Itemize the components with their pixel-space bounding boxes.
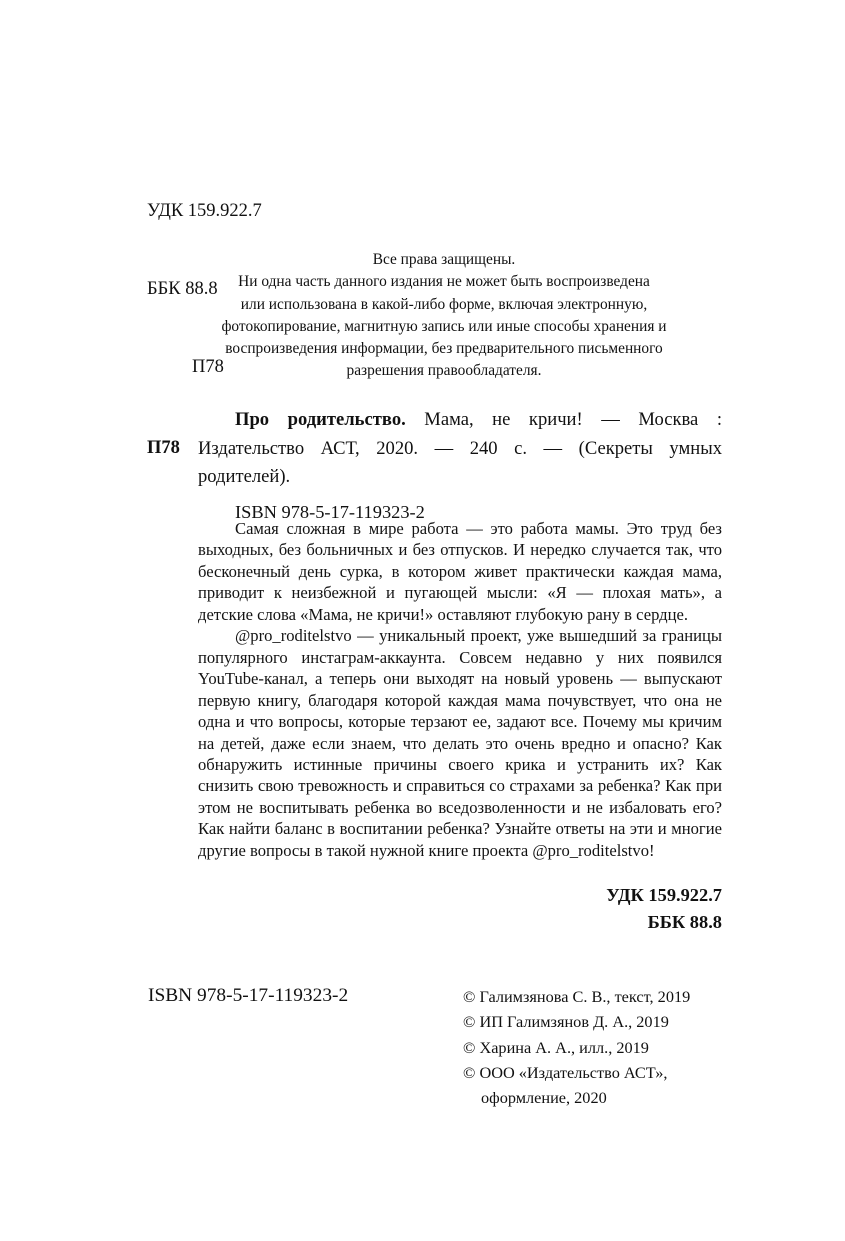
rights-notice-line: или использована в какой-либо форме, включая электронную, bbox=[240, 295, 648, 313]
udk-code-repeat: УДК 159.922.7 bbox=[606, 885, 722, 905]
bbk-code-repeat: ББК 88.8 bbox=[647, 911, 722, 932]
annotation-paragraph: @pro_roditelstvo — уникальный проект, уже вышедший за границы популярного инстаграм-аккаунта. Совсем недавно у них появился YouTube-канал, а теперь они выходят на новый уровень — выпускают первую книгу, благодаря которой каждая мама почувствует, что она не одна и что вопросы, которые терзают ее, задают все. Почему мы кричим на детей, даже если знаем, что делать это очень вредно и опасно? Как обнаружить истинные причины своего крика и устранить их? Как снизить свою тревожность и справиться со страхами за ребенка? Как при этом не воспитывать ребенка во вседозволенности и не избаловать его? Как найти баланс в воспитании ребенка? Узнайте ответы на эти и многие другие вопросы в такой нужной книге проекта @pro_roditelstvo! bbox=[198, 626, 722, 860]
copyright-line: © Галимзянова С. В., текст, 2019 bbox=[463, 987, 691, 1006]
copyright-line: © ИП Галимзянов Д. А., 2019 bbox=[463, 1012, 669, 1032]
author-mark: П78 bbox=[192, 357, 224, 377]
rights-notice-line: воспроизведения информации, без предварительного письменного bbox=[225, 340, 663, 358]
rights-notice-line: разрешения правообладателя. bbox=[346, 362, 542, 380]
bbk-code: ББК 88.8 bbox=[147, 279, 218, 299]
copyright-line: © ООО «Издательство АСТ», bbox=[463, 1062, 668, 1082]
copyright-line: оформление, 2020 bbox=[481, 1088, 607, 1108]
rights-notice bbox=[148, 249, 740, 383]
biblio-description bbox=[198, 406, 722, 492]
footer-isbn: ISBN 978-5-17-119323-2 bbox=[148, 985, 349, 1006]
rights-notice-line: Ни одна часть данного издания не может быть воспроизведена bbox=[238, 273, 650, 291]
biblio-isbn: ISBN 978-5-17-119323-2 bbox=[235, 502, 425, 523]
copyright-line: © Харина А. А., илл., 2019 bbox=[463, 1037, 649, 1057]
bibliographic-record bbox=[147, 406, 723, 526]
rights-notice-line: фотокопирование, магнитную запись или иные способы хранения и bbox=[221, 317, 667, 335]
biblio-imprint: Мама, не кричи! — Москва : Издательство АСТ, 2020. — 240 с. — (Секреты умных родителей). bbox=[198, 409, 722, 488]
udk-code: УДК 159.922.7 bbox=[147, 201, 262, 221]
annotation-block bbox=[198, 518, 722, 861]
biblio-title: Про родительство. bbox=[235, 409, 406, 430]
biblio-author-mark: П78 bbox=[147, 438, 180, 458]
classification-repeat-block bbox=[400, 882, 722, 935]
rights-notice-line: Все права защищены. bbox=[372, 251, 516, 268]
copyright-block bbox=[463, 984, 743, 1110]
annotation-paragraph: Самая сложная в мире работа — это работа мамы. Это труд без выходных, без больничных и без отпусков. И нередко случается так, что бесконечный день сурка, в котором живет практически каждая мама, приводит к неизбежной и пугающей мысли: «Я — плохая мать», а детские слова «Мама, не кричи!» оставляют глубокую рану в сердце. bbox=[198, 519, 722, 624]
